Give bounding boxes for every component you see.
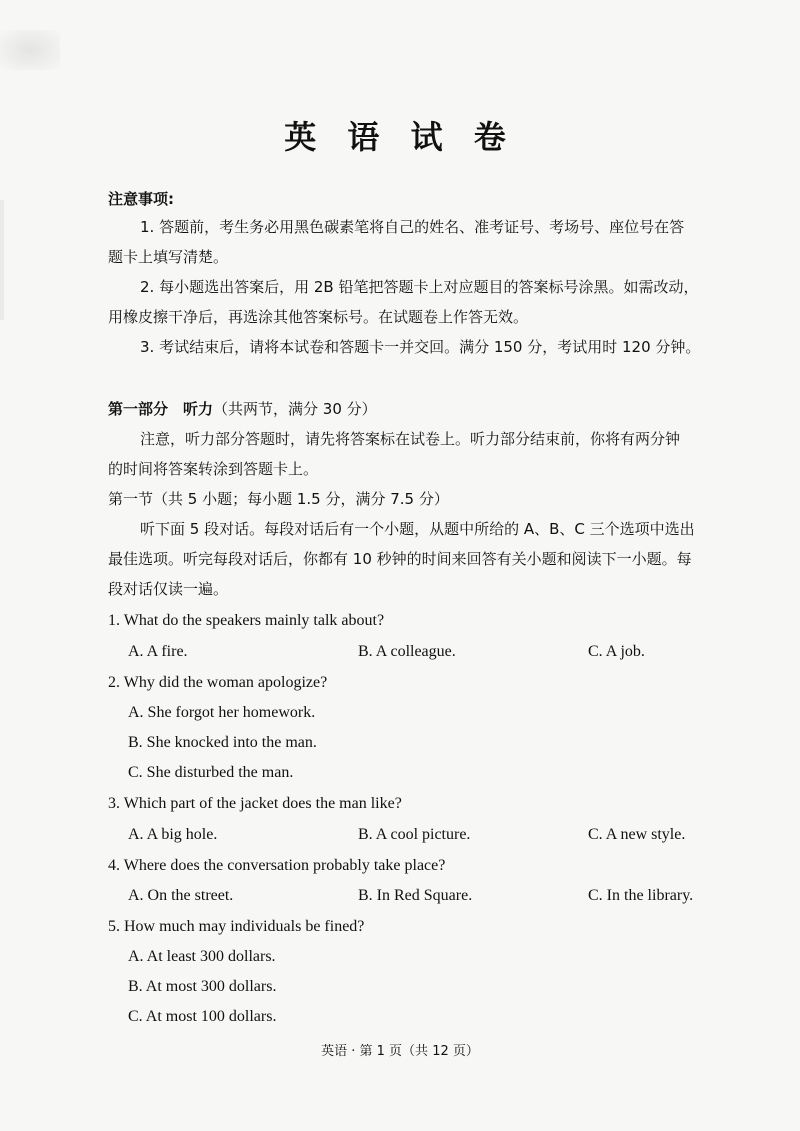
question-1-option-a: A. A fire. <box>128 643 188 660</box>
part1-intro-line2: 的时间将答案转涂到答题卡上。 <box>108 460 319 478</box>
section1-line3: 段对话仅读一遍。 <box>108 580 229 598</box>
question-1: 1. What do the speakers mainly talk about? <box>108 612 385 629</box>
question-2-option-b: B. She knocked into the man. <box>128 734 317 751</box>
section1-heading: 第一节（共 5 小题；每小题 1.5 分，满分 7.5 分） <box>108 490 449 508</box>
question-5-option-b: B. At most 300 dollars. <box>128 978 277 995</box>
part1-heading-bold: 第一部分 听力 <box>108 400 214 418</box>
question-4-option-a: A. On the street. <box>128 887 234 904</box>
question-5: 5. How much may individuals be fined? <box>108 918 365 935</box>
section1-line2: 最佳选项。听完每段对话后，你都有 10 秒钟的时间来回答有关小题和阅读下一小题。每 <box>108 550 692 568</box>
section1-line1: 听下面 5 段对话。每段对话后有一个小题，从题中所给的 A、B、C 三个选项中选出 <box>140 520 695 538</box>
page-title: 英 语 试 卷 <box>284 118 516 156</box>
part1-heading <box>108 394 377 424</box>
scan-smudge <box>0 30 60 70</box>
question-3-option-a: A. A big hole. <box>128 826 218 843</box>
question-4: 4. Where does the conversation probably take place? <box>108 857 446 874</box>
part1-intro-line1: 注意，听力部分答题时，请先将答案标在试卷上。听力部分结束前，你将有两分钟 <box>140 430 681 448</box>
notice-item-1-line1: 1. 答题前，考生务必用黑色碳素笔将自己的姓名、准考证号、考场号、座位号在答 <box>140 218 685 236</box>
question-5-option-c: C. At most 100 dollars. <box>128 1008 277 1025</box>
scan-edge-shadow <box>0 200 4 320</box>
notice-item-2-line2: 用橡皮擦干净后，再选涂其他答案标号。在试题卷上作答无效。 <box>108 308 529 326</box>
question-2-option-c: C. She disturbed the man. <box>128 764 294 781</box>
question-2: 2. Why did the woman apologize? <box>108 674 328 691</box>
question-1-option-b: B. A colleague. <box>358 643 456 660</box>
question-2-option-a: A. She forgot her homework. <box>128 704 316 721</box>
notice-item-3-line1: 3. 考试结束后，请将本试卷和答题卡一并交回。满分 150 分，考试用时 120 分钟。 <box>140 338 701 356</box>
notice-item-1-line2: 题卡上填写清楚。 <box>108 248 229 266</box>
question-4-option-c: C. In the library. <box>588 887 694 904</box>
question-3-option-c: C. A new style. <box>588 826 686 843</box>
question-3: 3. Which part of the jacket does the man like? <box>108 795 402 812</box>
notice-item-2-line1: 2. 每小题选出答案后，用 2B 铅笔把答题卡上对应题目的答案标号涂黑。如需改动， <box>140 278 699 296</box>
question-1-option-c: C. A job. <box>588 643 645 660</box>
question-3-option-b: B. A cool picture. <box>358 826 471 843</box>
notice-heading: 注意事项: <box>108 190 174 208</box>
page-footer: 英语 · 第 1 页（共 12 页） <box>321 1044 479 1059</box>
question-5-option-a: A. At least 300 dollars. <box>128 948 276 965</box>
question-4-option-b: B. In Red Square. <box>358 887 473 904</box>
part1-heading-rest: （共两节，满分 30 分） <box>213 400 377 418</box>
